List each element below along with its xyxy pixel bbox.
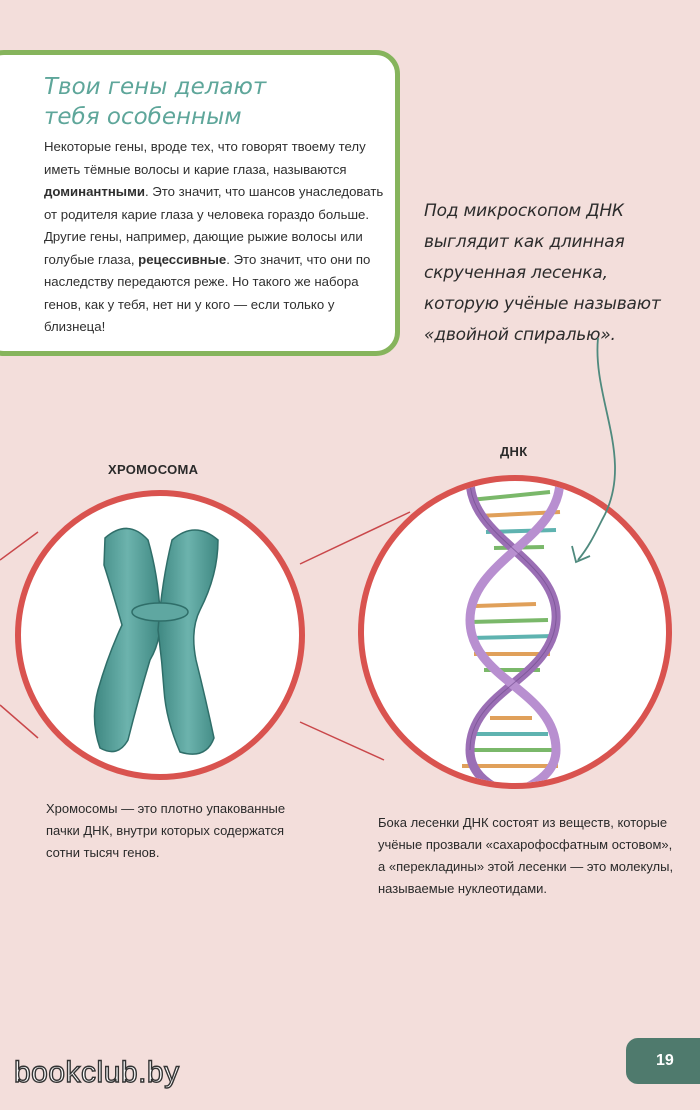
- dna-rung: [470, 636, 554, 638]
- note-line: скрученная лесенка,: [424, 263, 608, 283]
- chromosome-caption: Хромосомы — это плотно упакованные пачки ДНК, внутри которых содержатся сотни тысяч генов.: [46, 801, 286, 860]
- dna-rung: [476, 604, 536, 606]
- note-line: которую учёные называют: [424, 294, 661, 314]
- info-text-part2: . Это значит, что шансов унаследовать от родителя карие глаза у человека гораздо больше. Другие гены, например, дающие рыжие волосы или голубые глаза,: [44, 184, 384, 267]
- zoom-line: [300, 722, 384, 760]
- watermark: bookclub.by: [14, 1056, 180, 1089]
- page-number: 19: [656, 1052, 674, 1069]
- info-text-part3: . Это значит, что они по наследству передаются реже. Но такого же набора генов, как у тебя, нет ни у кого — если только у близнеца!: [44, 251, 371, 334]
- note-line: выглядит как длинная: [424, 232, 625, 252]
- note-line: «двойной спиралью».: [424, 325, 616, 345]
- page-number-tab: [626, 1038, 700, 1084]
- dna-label: ДНК: [500, 444, 528, 459]
- info-text-bold-dominant: доминантными: [44, 184, 145, 199]
- chromosome-label: ХРОМОСОМА: [108, 462, 199, 477]
- dna-circle: [361, 478, 669, 800]
- zoom-line: [0, 705, 38, 738]
- zoom-line: [0, 532, 38, 560]
- dna-caption: Бока лесенки ДНК состоят из веществ, которые учёные прозвали «сахарофосфатным остовом», а «перекладины» этой лесенки — это молекулы, называемые нуклеотидами.: [378, 815, 674, 896]
- chromosome-circle: [18, 493, 302, 777]
- info-title-line1: Твои гены делают: [44, 74, 267, 100]
- note-line: Под микроскопом ДНК: [424, 201, 624, 221]
- dna-rung: [470, 620, 548, 622]
- info-text-bold-recessive: рецессивные: [138, 251, 227, 267]
- info-text-part1: Некоторые гены, вроде тех, что говорят твоему телу иметь тёмные волосы и карие глаза, называются: [44, 139, 366, 177]
- info-title-line2: тебя особенным: [44, 104, 242, 130]
